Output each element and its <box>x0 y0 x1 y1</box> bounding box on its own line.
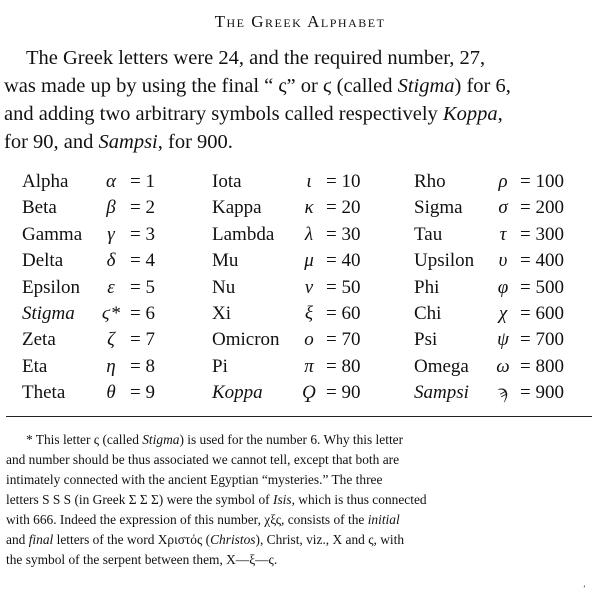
letter-name: Phi <box>414 276 440 298</box>
letter-symbol: ι <box>306 171 312 192</box>
letter-name: Xi <box>212 302 231 324</box>
letter-symbol: ν <box>304 276 314 298</box>
letter-symbol: ζ <box>107 329 115 351</box>
letter-symbol: Ϙ <box>302 382 316 404</box>
alphabet-row <box>22 303 592 329</box>
letter-name: Tau <box>414 223 443 245</box>
letter-symbol: φ <box>497 276 509 298</box>
alphabet-row <box>22 356 592 382</box>
letter-name: Upsilon <box>414 250 475 272</box>
letter-name: Delta <box>22 250 64 272</box>
letter-value: = 5 <box>130 276 155 298</box>
alphabet-row <box>22 329 592 355</box>
footnote <box>6 430 592 570</box>
letter-symbol: μ <box>304 250 314 272</box>
letter-value: = 700 <box>520 329 564 351</box>
letter-value: = 300 <box>520 223 564 245</box>
letter-symbol: ρ <box>498 171 508 192</box>
footnote-line: the symbol of the serpent between them, X—ξ—ς. <box>6 552 278 567</box>
alphabet-row <box>22 224 592 250</box>
letter-value: = 7 <box>130 329 155 351</box>
letter-name: Lambda <box>212 223 275 245</box>
alphabet-row <box>22 277 592 303</box>
letter-name: Kappa <box>212 197 262 219</box>
letter-value: = 20 <box>326 197 361 219</box>
letter-value: = 200 <box>520 197 564 219</box>
footnote-emphasis: Christos <box>210 532 256 547</box>
letter-name: Koppa <box>212 382 263 404</box>
alphabet-row <box>22 382 592 408</box>
letter-value: = 500 <box>520 276 564 298</box>
letter-value: = 50 <box>326 276 361 298</box>
letter-name: Theta <box>22 382 66 404</box>
letter-name: Alpha <box>22 171 69 192</box>
letter-name: Eta <box>22 355 48 377</box>
letter-symbol: σ <box>498 197 508 219</box>
letter-value: = 2 <box>130 197 155 219</box>
letter-symbol: κ <box>304 197 314 219</box>
intro-line <box>4 128 594 156</box>
letter-value: = 80 <box>326 355 361 377</box>
footnote-divider <box>6 416 592 417</box>
footnote-emphasis: Isis <box>272 492 292 507</box>
letter-symbol: υ <box>498 250 508 272</box>
letter-symbol: ξ <box>304 302 314 324</box>
letter-symbol: ω <box>496 355 510 377</box>
letter-value: = 9 <box>130 382 155 404</box>
letter-value: = 100 <box>520 171 564 192</box>
intro-text: ) for 6, <box>454 75 511 97</box>
letter-name: Rho <box>414 171 446 192</box>
letter-value: = 600 <box>520 302 564 324</box>
alphabet-row <box>22 171 592 197</box>
letter-name: Mu <box>212 250 239 272</box>
letter-symbol: χ <box>498 302 508 324</box>
letter-value: = 400 <box>520 250 564 272</box>
footnote-line: and number should be thus associated we cannot tell, except that both are <box>6 452 400 467</box>
footnote-text: ), Christ, viz., X and ς, with <box>255 532 405 547</box>
footnote-text: ) is used for the number 6. Why this letter <box>179 432 404 447</box>
footnote-text: letters S S S (in Greek Σ Σ Σ) were the symbol of <box>6 492 273 507</box>
letter-value: = 40 <box>326 250 361 272</box>
letter-symbol: ψ <box>497 329 509 351</box>
letter-symbol: τ <box>499 223 507 245</box>
letter-name: Omicron <box>212 329 280 351</box>
letter-symbol: α <box>106 171 116 192</box>
letter-name: Omega <box>414 355 469 377</box>
footnote-emphasis: final <box>28 532 54 547</box>
intro-emphasis: Koppa <box>442 103 498 125</box>
footnote-line <box>6 490 592 510</box>
letter-symbol: λ <box>304 223 314 245</box>
letter-symbol: β <box>106 197 116 219</box>
intro-line: The Greek letters were 24, and the required number, 27, <box>26 47 486 69</box>
letter-value: = 6 <box>130 302 155 324</box>
letter-symbol: θ <box>106 382 116 404</box>
footnote-line <box>6 510 592 530</box>
footnote-text: with 666. Indeed the expression of this number, χξς, consists of the <box>6 512 368 527</box>
letter-name: Gamma <box>22 223 83 245</box>
intro-line <box>4 72 594 100</box>
letter-value: = 8 <box>130 355 155 377</box>
intro-line <box>4 100 594 128</box>
letter-name: Stigma <box>22 302 75 324</box>
intro-text: , <box>497 103 503 125</box>
footnote-emphasis: Stigma <box>142 432 180 447</box>
letter-symbol: ο <box>304 329 314 351</box>
letter-name: Beta <box>22 197 57 219</box>
letter-value: = 10 <box>326 171 361 192</box>
footnote-line: intimately connected with the ancient Egyptian “mysteries.” The three <box>6 472 383 487</box>
letter-symbol: π <box>304 355 314 377</box>
letter-symbol: ϛ* <box>102 302 120 324</box>
footnote-line <box>6 530 592 550</box>
letter-name: Sigma <box>414 197 463 219</box>
intro-emphasis: Stigma <box>397 75 455 97</box>
letter-value: = 1 <box>130 171 155 192</box>
letter-value: = 70 <box>326 329 361 351</box>
footnote-text: * This letter ς (called <box>26 432 143 447</box>
letter-value: = 900 <box>520 382 564 404</box>
footnote-text: , which is thus connected <box>291 492 427 507</box>
letter-value: = 30 <box>326 223 361 245</box>
letter-name: Psi <box>414 329 438 351</box>
footnote-emphasis: initial <box>367 512 400 527</box>
letter-name: Epsilon <box>22 276 81 298</box>
footnote-line <box>6 430 592 450</box>
letter-name: Pi <box>212 355 228 377</box>
page-mark: ’ <box>583 584 586 593</box>
intro-emphasis: Sampsi <box>98 131 158 153</box>
intro-text: and adding two arbitrary symbols called respectively <box>4 103 443 125</box>
intro-text: for 90, and <box>4 131 99 153</box>
footnote-text: and <box>6 532 29 547</box>
letter-value: = 3 <box>130 223 155 245</box>
intro-text: was made up by using the final “ ς” or ϛ (called <box>4 75 398 97</box>
letter-symbol: ϡ <box>498 382 508 404</box>
alphabet-row <box>22 250 592 276</box>
letter-symbol: δ <box>106 250 116 272</box>
letter-symbol: ε <box>107 276 115 298</box>
letter-value: = 800 <box>520 355 564 377</box>
letter-symbol: η <box>106 355 116 377</box>
letter-name: Sampsi <box>414 382 469 404</box>
letter-name: Iota <box>212 171 242 192</box>
letter-name: Zeta <box>22 329 56 351</box>
letter-name: Nu <box>212 276 236 298</box>
page-title: The Greek Alphabet <box>214 12 386 31</box>
alphabet-table <box>22 171 592 409</box>
intro-text: , for 900. <box>157 131 233 153</box>
letter-name: Chi <box>414 302 442 324</box>
alphabet-row <box>22 197 592 223</box>
letter-value: = 90 <box>326 382 361 404</box>
footnote-text: letters of the word Χριστός ( <box>53 532 211 547</box>
letter-value: = 4 <box>130 250 155 272</box>
letter-value: = 60 <box>326 302 361 324</box>
letter-symbol: γ <box>107 223 115 245</box>
intro-paragraph <box>4 44 594 156</box>
